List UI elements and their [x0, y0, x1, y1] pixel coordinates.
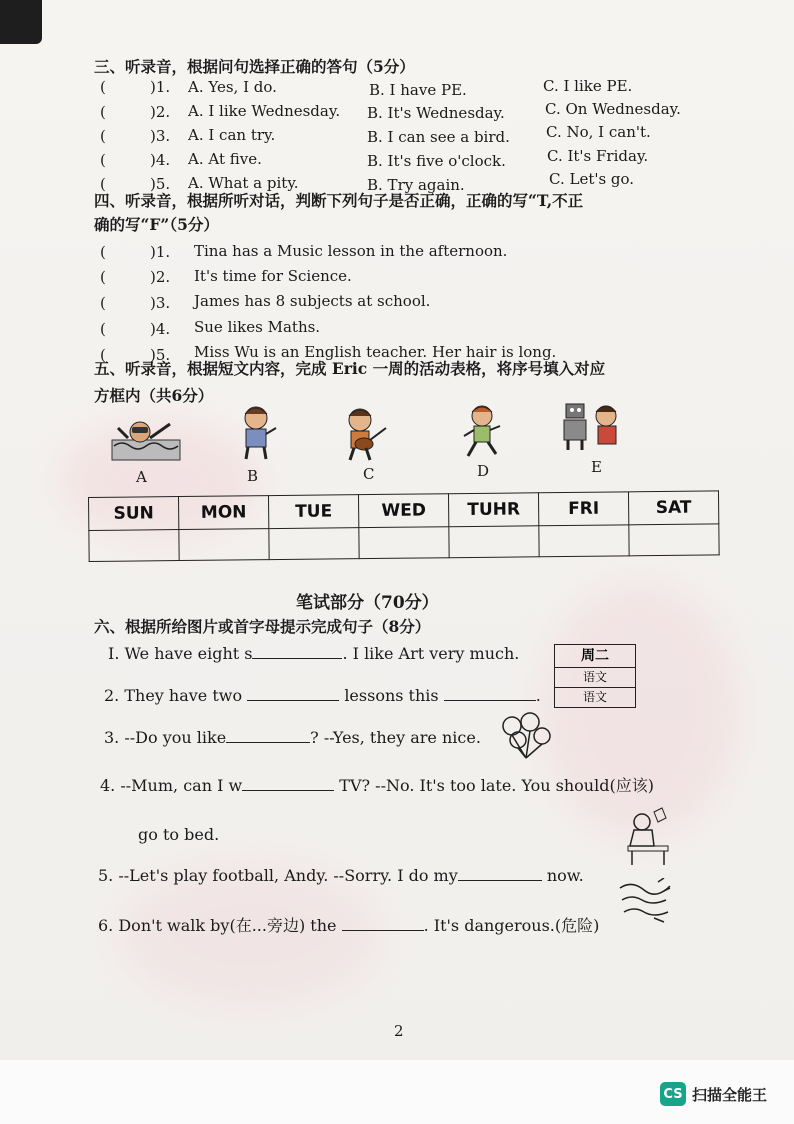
picture-label-a: A [136, 468, 147, 486]
answer-cell-sat[interactable] [629, 524, 719, 556]
question-number: )5. [150, 175, 171, 193]
item-number: )2. [150, 268, 171, 286]
schedule-card [554, 644, 636, 708]
answer-blank[interactable] [342, 916, 424, 931]
answer-paren-open[interactable]: ( [100, 151, 106, 169]
section5-title-line1: 五、听录音，根据短文内容，完成 Eric 一周的活动表格，将序号填入对应 [94, 359, 606, 378]
day-thur: TUHR [448, 493, 538, 527]
option-a: A. Yes, I do. [188, 78, 277, 96]
option-a: A. What a pity. [188, 174, 299, 192]
item-text: Sue likes Maths. [194, 318, 321, 336]
day-mon: MON [179, 496, 269, 530]
option-a: A. I like Wednesday. [188, 102, 341, 120]
flowers-picture [496, 712, 556, 760]
sentence-text: . I like Art very much. [342, 644, 520, 663]
page-number: 2 [394, 1022, 404, 1040]
answer-blank[interactable] [242, 776, 334, 791]
child-homework-picture [624, 806, 672, 868]
robot-and-boy-picture [560, 400, 626, 454]
answer-paren-open[interactable]: ( [100, 103, 106, 121]
option-b: B. Try again. [367, 176, 465, 194]
answer-cell-wed[interactable] [359, 527, 449, 559]
day-wed: WED [358, 494, 448, 528]
question-number: )4. [150, 151, 171, 169]
section4-title-line1: 四、听录音，根据所听对话，判断下列句子是否正确，正确的写“T,不正 [94, 191, 584, 210]
s6-sentence-4-continued: go to bed. [138, 825, 220, 844]
sentence-text: 3. --Do you like [104, 728, 227, 747]
schedule-day: 周二 [555, 645, 635, 668]
scan-corner-shadow [0, 0, 42, 44]
section5-title-line2: 方框内（共6分） [94, 386, 214, 405]
option-a: A. I can try. [188, 126, 276, 144]
boy-painting-picture [234, 404, 278, 462]
section3-title: 三、听录音，根据问句选择正确的答句（5分） [94, 57, 415, 76]
schedule-row: 语文 [582, 690, 607, 704]
sentence-text: TV? --No. It's too late. You should(应该) [339, 776, 654, 795]
sentence-text: 5. --Let's play football, Andy. --Sorry. I do my [98, 866, 458, 885]
sentence-text: . It's dangerous.(危险) [423, 916, 600, 935]
item-text: It's time for Science. [194, 267, 352, 285]
s6-sentence-5 [98, 866, 584, 885]
answer-blank[interactable] [252, 644, 342, 659]
option-b: B. It's five o'clock. [367, 152, 506, 170]
answer-blank[interactable] [247, 686, 339, 701]
swimming-picture [110, 410, 182, 462]
day-tue: TUE [268, 495, 358, 529]
item-text: Tina has a Music lesson in the afternoon. [194, 242, 508, 260]
section4-title-line2: 确的写“F”（5分） [94, 215, 219, 234]
table-answer-row [89, 524, 719, 562]
picture-label-d: D [477, 462, 490, 480]
day-sat: SAT [628, 491, 718, 525]
weekly-activity-table [88, 490, 720, 562]
answer-paren-open[interactable]: ( [100, 294, 106, 312]
section6-title: 六、根据所给图片或首字母提示完成句子（8分） [94, 617, 431, 636]
answer-paren-open[interactable]: ( [100, 268, 106, 286]
question-number: )3. [150, 127, 171, 145]
river-picture [618, 878, 672, 924]
sentence-text: . [535, 686, 541, 705]
scanner-app-name: 扫描全能王 [692, 1085, 768, 1104]
s6-sentence-6 [98, 916, 599, 935]
answer-cell-tue[interactable] [269, 528, 359, 560]
day-sun: SUN [89, 497, 179, 531]
option-c: C. Let's go. [549, 170, 635, 188]
answer-blank[interactable] [458, 866, 542, 881]
item-number: )4. [150, 320, 171, 338]
option-b: B. I can see a bird. [367, 128, 510, 146]
item-number: )5. [150, 346, 171, 364]
written-part-title: 笔试部分（70分） [296, 593, 439, 613]
answer-blank[interactable] [444, 686, 536, 701]
sentence-text: 2. They have two [104, 686, 243, 705]
scan-stain [540, 580, 740, 840]
sentence-text: ? --Yes, they are nice. [310, 728, 481, 747]
s6-sentence-1 [108, 644, 519, 663]
sentence-text: 4. --Mum, can I w [100, 776, 243, 795]
s6-sentence-4 [100, 776, 654, 795]
item-text: James has 8 subjects at school. [194, 292, 431, 310]
item-number: )1. [150, 243, 171, 261]
picture-label-e: E [591, 458, 602, 476]
answer-paren-open[interactable]: ( [100, 127, 106, 145]
option-b: B. It's Wednesday. [367, 104, 505, 122]
picture-label-b: B [247, 467, 259, 485]
picture-label-c: C [363, 465, 375, 483]
answer-paren-open[interactable]: ( [100, 243, 106, 261]
sentence-text: I. We have eight s [108, 644, 253, 663]
boy-running-picture [460, 404, 504, 460]
s6-sentence-3 [104, 728, 481, 747]
sentence-text: lessons this [344, 686, 439, 705]
sentence-text: 6. Don't walk by(在...旁边) the [98, 916, 337, 935]
option-c: C. No, I can't. [546, 123, 651, 141]
answer-paren-open[interactable]: ( [100, 320, 106, 338]
option-c: C. I like PE. [543, 77, 633, 95]
answer-cell-mon[interactable] [179, 529, 269, 561]
item-number: )3. [150, 294, 171, 312]
answer-paren-open[interactable]: ( [100, 346, 106, 364]
answer-cell-thur[interactable] [449, 526, 539, 558]
s6-sentence-2 [104, 686, 541, 705]
answer-cell-fri[interactable] [539, 525, 629, 557]
answer-blank[interactable] [226, 728, 310, 743]
boy-guitar-picture [334, 406, 388, 462]
question-number: )1. [150, 78, 171, 96]
sentence-text: now. [546, 866, 584, 885]
option-a: A. At five. [188, 150, 262, 168]
scanner-watermark [660, 1082, 767, 1106]
option-c: C. It's Friday. [547, 147, 649, 165]
option-b: B. I have PE. [369, 81, 467, 99]
question-number: )2. [150, 103, 171, 121]
option-c: C. On Wednesday. [545, 100, 681, 118]
answer-paren-open[interactable]: ( [100, 175, 106, 193]
schedule-row: 语文 [555, 668, 635, 688]
answer-cell-sun[interactable] [89, 530, 179, 562]
item-text: Miss Wu is an English teacher. Her hair is long. [194, 343, 557, 361]
camscanner-badge-icon: CS [660, 1082, 686, 1106]
answer-paren-open[interactable]: ( [100, 78, 106, 96]
day-fri: FRI [538, 492, 628, 526]
